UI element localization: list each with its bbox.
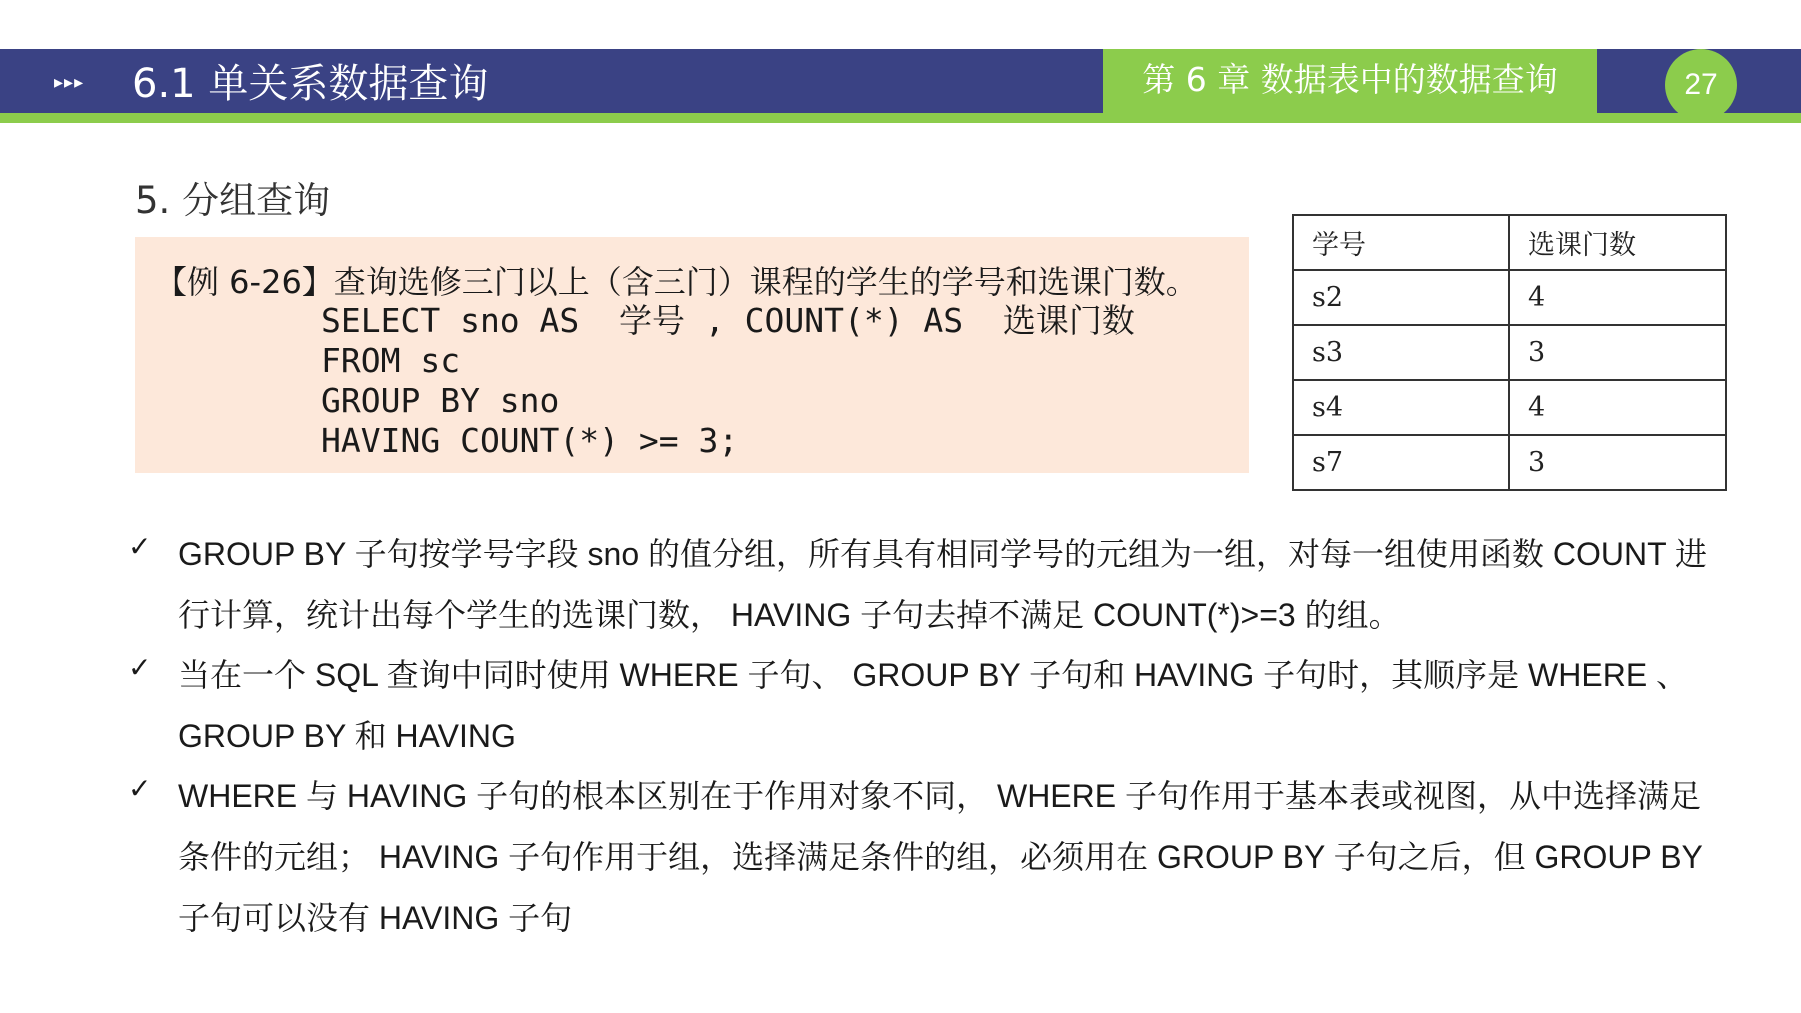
header-accent-line (0, 113, 1801, 123)
check-icon: ✓ (128, 651, 152, 684)
bullet-text: GROUP BY 子句按学号字段 sno 的值分组，所有具有相同学号的元组为一组，对每一组使用函数 COUNT 进行计算，统计出每个学生的选课门数， HAVING 子句去掉不满足 COUNT(*)>=3 的组。 (178, 536, 1708, 633)
column-header-sno: 学号 (1293, 215, 1509, 270)
result-table (1292, 214, 1727, 491)
check-icon: ✓ (128, 772, 152, 805)
example-box (135, 237, 1249, 473)
section-title: 6.1 单关系数据查询 (132, 61, 489, 107)
check-icon: ✓ (128, 530, 152, 563)
table-cell-count: 4 (1509, 270, 1726, 325)
code-line-group-by: GROUP BY sno (321, 381, 560, 420)
table-row (1293, 380, 1726, 435)
code-line-select: SELECT sno AS 学号 , COUNT(*) AS 选课门数 (321, 301, 1135, 340)
code-line-from: FROM sc (321, 341, 461, 380)
table-cell-sno: s7 (1293, 435, 1509, 490)
table-cell-count: 4 (1509, 380, 1726, 435)
bullet-text: 当在一个 SQL 查询中同时使用 WHERE 子句、 GROUP BY 子句和 HAVING 子句时，其顺序是 WHERE 、 GROUP BY 和 HAVING (178, 657, 1689, 754)
code-line-having: HAVING COUNT(*) >= 3; (321, 421, 739, 460)
page-number-badge: 27 (1665, 49, 1737, 121)
table-cell-sno: s4 (1293, 380, 1509, 435)
table-header-row (1293, 215, 1726, 270)
table-cell-sno: s3 (1293, 325, 1509, 380)
table-cell-sno: s2 (1293, 270, 1509, 325)
chapter-title: 第 6 章 数据表中的数据查询 (1142, 60, 1558, 99)
table-row (1293, 325, 1726, 380)
subsection-heading: 5. 分组查询 (135, 179, 331, 222)
table-cell-count: 3 (1509, 435, 1726, 490)
bullet-text: WHERE 与 HAVING 子句的根本区别在于作用对象不同， WHERE 子句作用于基本表或视图，从中选择满足条件的元组； HAVING 子句作用于组，选择满足条件的组，必须用在 GROUP BY 子句之后，但 GROUP BY 子句可以没有 HAVING 子句 (178, 778, 1703, 936)
table-row (1293, 435, 1726, 490)
table-cell-count: 3 (1509, 325, 1726, 380)
chapter-label-box (1103, 49, 1597, 113)
table-row (1293, 270, 1726, 325)
triple-arrow-icon: ▸▸▸ (54, 72, 85, 93)
example-title: 【例 6-26】查询选修三门以上（含三门）课程的学生的学号和选课门数。 (155, 263, 1198, 301)
column-header-course-count: 选课门数 (1509, 215, 1726, 270)
